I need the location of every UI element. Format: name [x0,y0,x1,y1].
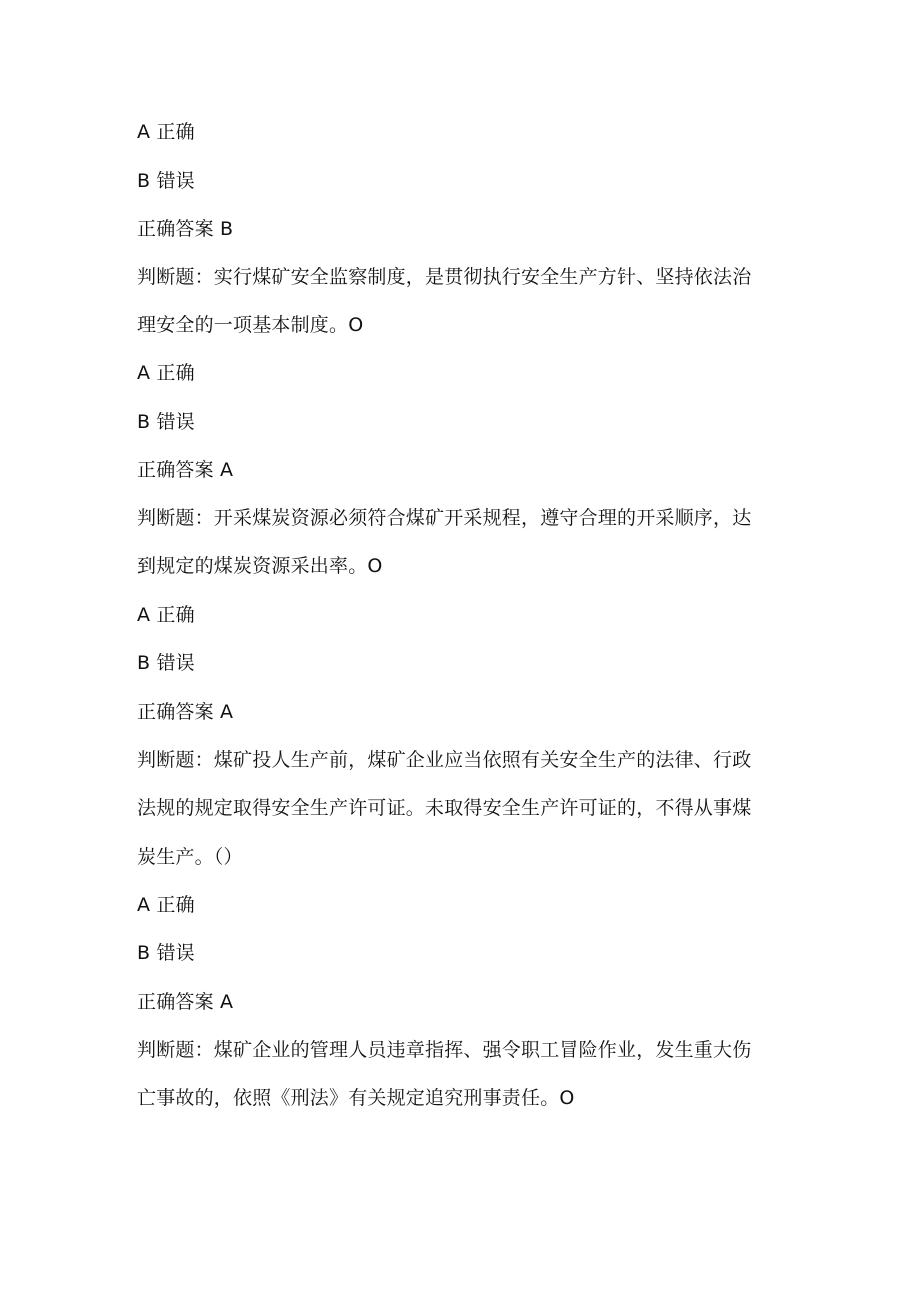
option-b-wrong: B 错误 [137,411,195,433]
question-text: 炭生产。（） [137,846,243,868]
question-text: 判断题：开采煤炭资源必须符合煤矿开采规程，遵守合理的开采顺序，达 [137,507,752,529]
question-text: 到规定的煤炭资源采出率。O [137,555,383,577]
question-text: 判断题：煤矿企业的管理人员违章指挥、强令职工冒险作业，发生重大伤 [137,1039,752,1061]
question-text: 亡事故的，依照《刑法》有关规定追究刑事责任。O [137,1087,575,1109]
option-a-correct: A 正确 [137,604,195,626]
question-text: 判断题：实行煤矿安全监察制度，是贯彻执行安全生产方针、坚持依法治 [137,266,752,288]
option-a-correct: A 正确 [137,894,195,916]
option-b-wrong: B 错误 [137,942,195,964]
question-text: 判断题：煤矿投人生产前，煤矿企业应当依照有关安全生产的法律、行政 [137,749,752,771]
option-a-correct: A 正确 [137,362,195,384]
option-a-correct: A 正确 [137,121,195,143]
answer-line: 正确答案 A [137,991,234,1013]
question-text: 法规的规定取得安全生产许可证。未取得安全生产许可证的，不得从事煤 [137,797,752,819]
option-b-wrong: B 错误 [137,652,195,674]
answer-line: 正确答案 A [137,701,234,723]
option-b-wrong: B 错误 [137,170,195,192]
question-text: 理安全的一项基本制度。O [137,314,364,336]
answer-line: 正确答案 B [137,218,234,240]
answer-line: 正确答案 A [137,459,234,481]
